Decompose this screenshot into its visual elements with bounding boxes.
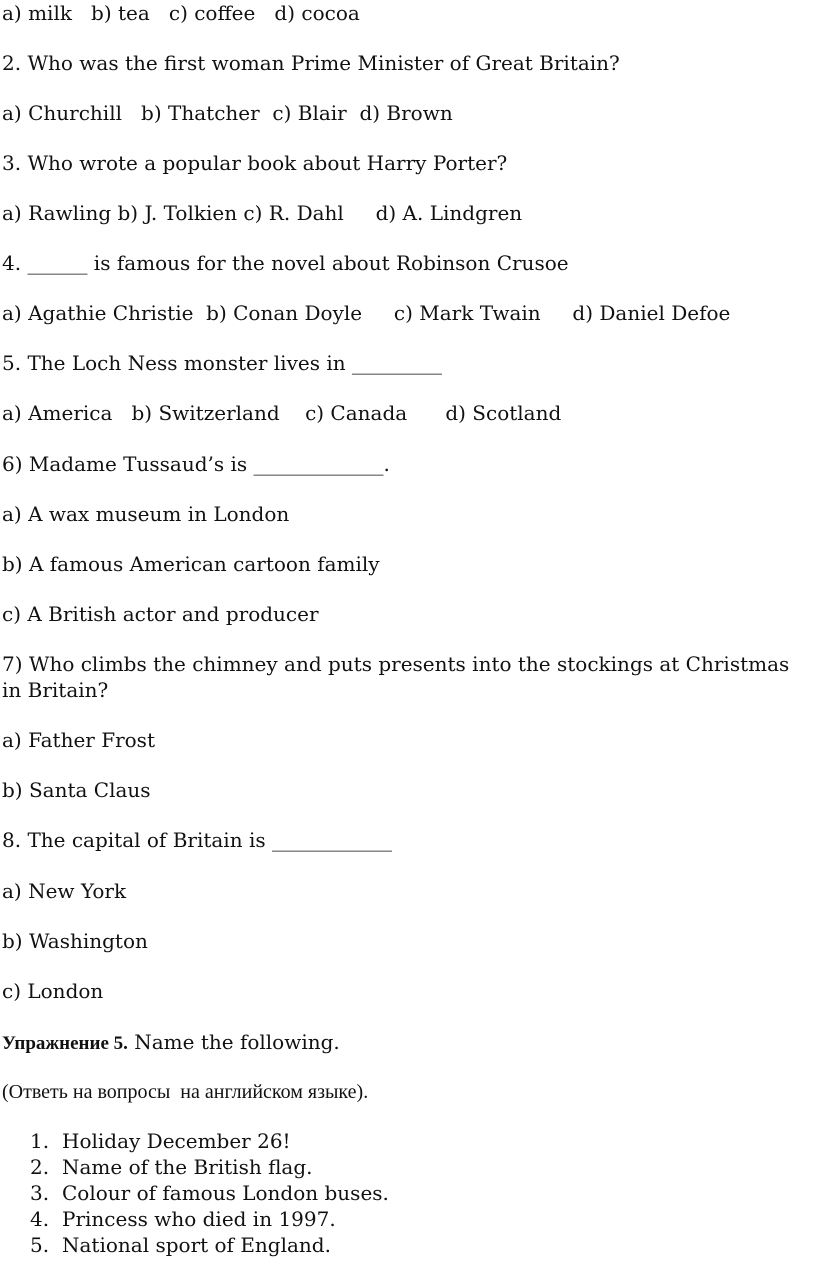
list-number: 5. [30,1233,50,1257]
q3-options: a) Rawling b) J. Tolkien c) R. Dahl d) A. Lindgren [2,201,523,225]
q5-options: a) America b) Switzerland c) Canada d) Scotland [2,401,562,425]
list-text: Princess who died in 1997. [62,1207,336,1231]
exercise-label: Упражнение 5. [2,1033,128,1054]
list-text: Name of the British flag. [62,1155,313,1179]
list-number: 3. [30,1181,50,1205]
question-2: 2. Who was the first woman Prime Minister of Great Britain? [2,51,620,75]
q8-option-c: c) London [2,979,104,1003]
exercise-note: (Ответь на вопросы на английском языке). [2,1081,369,1103]
q7-option-b: b) Santa Claus [2,778,151,802]
q2-options: a) Churchill b) Thatcher c) Blair d) Brown [2,101,453,125]
question-3: 3. Who wrote a popular book about Harry Porter? [2,151,508,175]
q6-option-c: c) A British actor and producer [2,602,319,626]
list-text: Colour of famous London buses. [62,1181,389,1205]
list-number: 1. [30,1129,50,1153]
q1-options: a) milk b) tea c) coffee d) cocoa [2,1,360,25]
list-text: National sport of England. [62,1233,331,1257]
q4-options: a) Agathie Christie b) Conan Doyle c) Mark Twain d) Daniel Defoe [2,301,731,325]
q7-option-a: a) Father Frost [2,728,155,752]
question-4: 4. ______ is famous for the novel about Robinson Crusoe [2,251,569,275]
question-5: 5. The Loch Ness monster lives in _________ [2,351,442,375]
question-6: 6) Madame Tussaud’s is _____________. [2,452,390,476]
question-7: 7) Who climbs the chimney and puts presents into the stockings at Christmas in Britain? [2,652,790,702]
q8-option-b: b) Washington [2,929,148,953]
exercise-instruction: Name the following. [127,1030,340,1054]
q6-option-a: a) A wax museum in London [2,502,290,526]
q8-option-a: a) New York [2,879,127,903]
exercise-heading [2,1029,340,1057]
list-number: 4. [30,1207,50,1231]
list-text: Holiday December 26! [62,1129,291,1153]
question-8: 8. The capital of Britain is ____________ [2,828,392,852]
q6-option-b: b) A famous American cartoon family [2,552,380,576]
list-number: 2. [30,1155,50,1179]
